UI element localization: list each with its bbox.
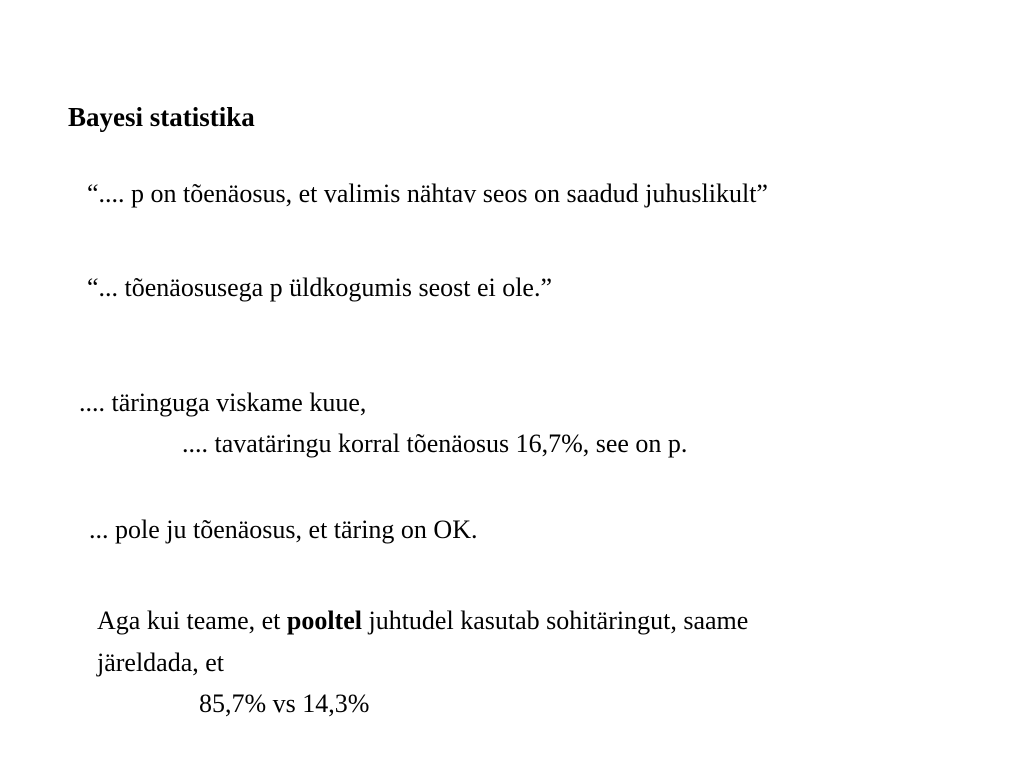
dice-throw-line: .... täringuga viskame kuue, bbox=[79, 388, 367, 417]
bayes-bold-text: pooltel bbox=[286, 606, 362, 635]
bayes-conclusion-line: järeldada, et bbox=[97, 648, 225, 677]
quote-population-probability: “... tõenäosusega p üldkogumis seost ei ole.” bbox=[87, 273, 553, 302]
bayes-suffix-text: juhtudel kasutab sohitäringut, saame bbox=[361, 606, 749, 635]
dice-ok-line: ... pole ju tõenäosus, et täring on OK. bbox=[89, 515, 478, 544]
dice-probability-line: .... tavatäringu korral tõenäosus 16,7%, see on p. bbox=[182, 429, 688, 458]
bayes-prefix-text: Aga kui teame, et bbox=[97, 606, 287, 635]
bayes-result: 85,7% vs 14,3% bbox=[199, 689, 370, 718]
bayes-premise-line bbox=[97, 605, 748, 637]
slide-title: Bayesi statistika bbox=[68, 102, 255, 132]
quote-p-value-definition: “.... p on tõenäosus, et valimis nähtav seos on saadud juhuslikult” bbox=[87, 179, 768, 208]
